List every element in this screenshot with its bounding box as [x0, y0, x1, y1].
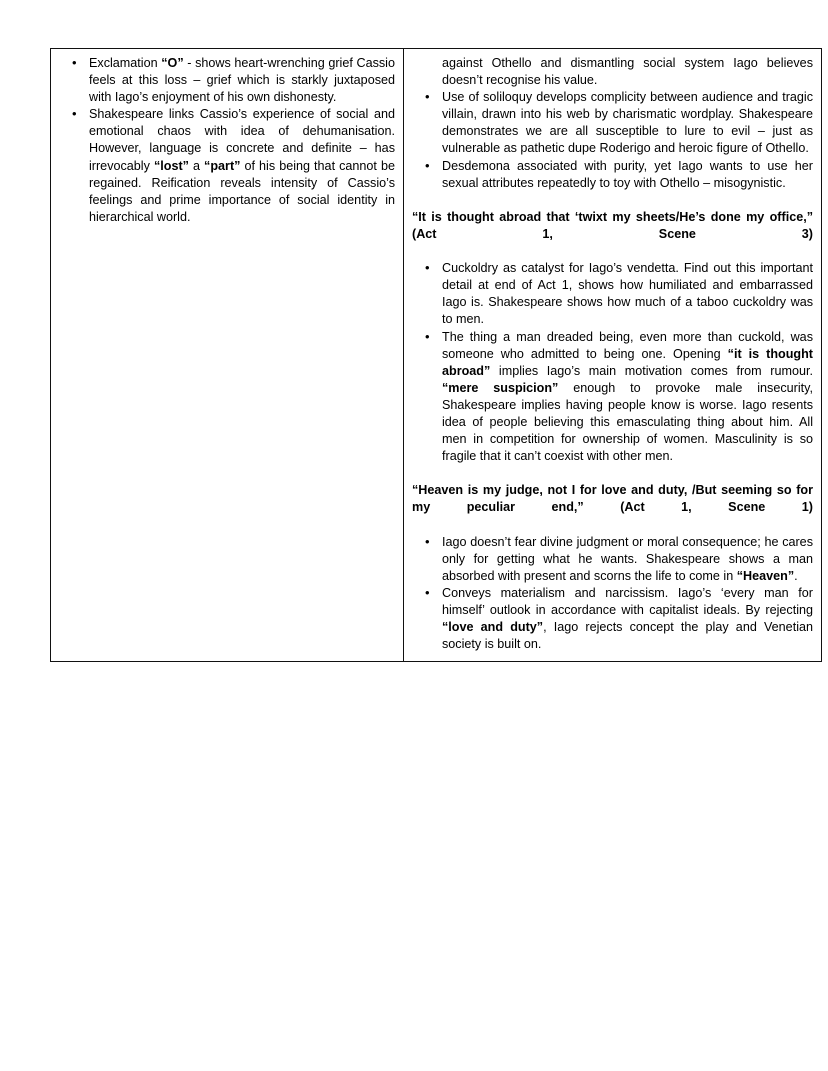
body-text: The thing a man dreaded being, even more than cuckold, was someone who admitted to being one. Opening [442, 329, 813, 361]
left-column-content [59, 55, 395, 226]
table-cell-left [51, 49, 404, 662]
list-item [412, 89, 813, 157]
emphasised-text: “part” [204, 158, 241, 173]
paragraph-spacer [412, 192, 813, 209]
body-text: a [188, 158, 205, 173]
table-row [51, 49, 822, 662]
list-item [412, 260, 813, 328]
list-item [412, 534, 813, 585]
right-column-content [412, 55, 813, 653]
body-text: implies Iago’s main motivation comes from rumour. [490, 363, 813, 378]
body-text: . [794, 568, 798, 583]
quotation-heading [412, 209, 813, 260]
list-item [412, 158, 813, 192]
notes-table [50, 48, 822, 662]
emphasised-text: “It is thought abroad that ‘twixt my sheets/He’s done my office,” (Act 1, Scene 3) [412, 209, 813, 241]
list-item [59, 55, 395, 106]
body-text: - shows heart-wrenching grief Cassio feels at this loss – grief which is starkly juxtaposed with Iago’s enjoyment of his own dishonesty. [89, 56, 395, 105]
body-text: of his being that cannot be regained. Reification reveals intensity of Cassio’s feelings and prime importance of social identity in hierarchical world. [89, 158, 395, 224]
right-column-blocks [412, 55, 813, 653]
right-column-bullet-list [412, 55, 813, 192]
left-column-bullet-list [59, 55, 395, 226]
emphasised-text: “lost” [153, 158, 189, 173]
right-column-bullet-list [412, 534, 813, 654]
list-item [412, 329, 813, 466]
emphasised-text: “Heaven is my judge, not I for love and duty, /But seeming so for my peculiar end,” (Act 1, Scene 1) [412, 483, 813, 515]
body-text: Shakespeare links Cassio’s experience of social and emotional chaos with idea of dehumanisation. However, language is concrete and definite – has irrevocably [89, 107, 395, 173]
body-text: Use of soliloquy develops complicity between audience and tragic villain, drawn into his web by charismatic wordplay. Shakespeare demonstrates we are all susceptible to lure to evil – just as vulnerable as pathetic dupe Roderigo and heroic figure of Othello. [442, 90, 813, 156]
emphasised-text: “mere suspicion” [442, 380, 559, 395]
list-item [59, 106, 395, 226]
emphasised-text: “Heaven” [736, 568, 795, 583]
body-text: Desdemona associated with purity, yet Iago wants to use her sexual attributes repeatedly to toy with Othello – misogynistic. [442, 158, 813, 190]
emphasised-text: “it is thought abroad” [442, 346, 813, 378]
paragraph-spacer [412, 465, 813, 482]
body-text: Conveys materialism and narcissism. Iago’s ‘every man for himself’ outlook in accordance with capitalist ideals. By rejecting [442, 585, 813, 617]
emphasised-text: “love and duty” [442, 620, 544, 635]
continuation-paragraph [412, 55, 813, 89]
body-text: enough to provoke male insecurity, Shakespeare implies having people know is worse. Iago resents idea of people believing this emasculating thing about him. All men in competition for ownership of women. Masculinity is so fragile that it can’t coexist with other men. [442, 380, 813, 464]
body-text: , Iago rejects concept the play and Venetian society is built on. [442, 620, 813, 652]
right-column-bullet-list [412, 260, 813, 465]
body-text: Exclamation [89, 56, 162, 70]
emphasised-text: “O” [161, 56, 184, 70]
quotation-heading [412, 482, 813, 533]
body-text: Cuckoldry as catalyst for Iago’s vendetta. Find out this important detail at end of Act 1, shows how humiliated and embarrassed Iago is. Shakespeare shows how much of a taboo cuckoldry was to men. [442, 261, 813, 327]
table-cell-right [404, 49, 822, 662]
list-item [412, 585, 813, 653]
body-text: against Othello and dismantling social system Iago believes doesn’t recognise his value. [442, 56, 813, 88]
body-text: Iago doesn’t fear divine judgment or moral consequence; he cares only for getting what he wants. Shakespeare shows a man absorbed with present and scorns the life to come in [442, 534, 813, 583]
